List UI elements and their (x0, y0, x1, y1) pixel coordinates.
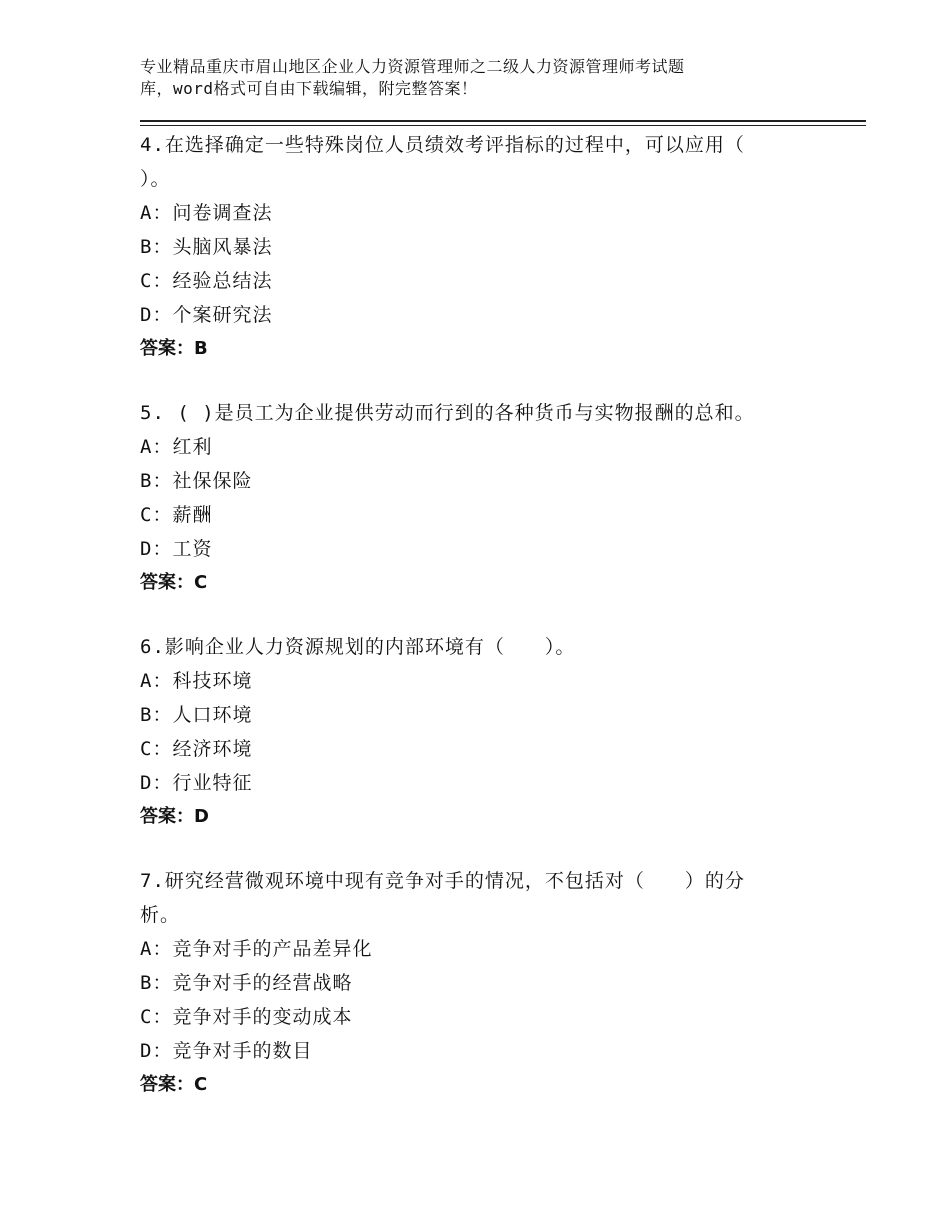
answer-label: 答案：B (140, 338, 208, 359)
option-c: C：经验总结法 (140, 270, 273, 292)
header-line-1: 专业精品重庆市眉山地区企业人力资源管理师之二级人力资源管理师考试题 (140, 57, 685, 76)
option-b: B：社保保险 (140, 470, 253, 492)
question-stem: 6.影响企业人力资源规划的内部环境有（ ）。 (140, 636, 576, 658)
option-c: C：薪酬 (140, 504, 213, 526)
option-d: D：工资 (140, 538, 213, 560)
header-rule-thick (140, 120, 866, 122)
option-d: D：个案研究法 (140, 304, 273, 326)
option-d: D：竞争对手的数目 (140, 1040, 313, 1062)
answer-label: 答案：C (140, 572, 208, 593)
question-stem: 5. ( )是员工为企业提供劳动而行到的各种货币与实物报酬的总和。 (140, 402, 755, 424)
document-header (140, 56, 840, 100)
question-stem-continued: 析。 (140, 904, 181, 926)
question-4 (140, 128, 820, 366)
option-a: A：红利 (140, 436, 213, 458)
option-b: B：人口环境 (140, 704, 253, 726)
option-a: A：竞争对手的产品差异化 (140, 938, 373, 960)
header-rule-thin (140, 125, 866, 126)
option-c: C：竞争对手的变动成本 (140, 1006, 353, 1028)
answer-label: 答案：C (140, 1074, 208, 1095)
answer-label: 答案：D (140, 806, 209, 827)
option-d: D：行业特征 (140, 772, 253, 794)
question-list (140, 128, 820, 1132)
question-6 (140, 630, 820, 834)
question-stem-continued: ）。 (140, 168, 171, 190)
option-a: A：问卷调查法 (140, 202, 273, 224)
option-b: B：头脑风暴法 (140, 236, 273, 258)
question-7 (140, 864, 820, 1102)
option-c: C：经济环境 (140, 738, 253, 760)
question-stem: 7.研究经营微观环境中现有竞争对手的情况，不包括对（ ）的分 (140, 870, 745, 892)
option-a: A：科技环境 (140, 670, 253, 692)
header-line-2: 库，word格式可自由下载编辑，附完整答案！ (140, 79, 478, 98)
question-5 (140, 396, 820, 600)
question-stem: 4.在选择确定一些特殊岗位人员绩效考评指标的过程中，可以应用（ (140, 134, 745, 156)
option-b: B：竞争对手的经营战略 (140, 972, 353, 994)
